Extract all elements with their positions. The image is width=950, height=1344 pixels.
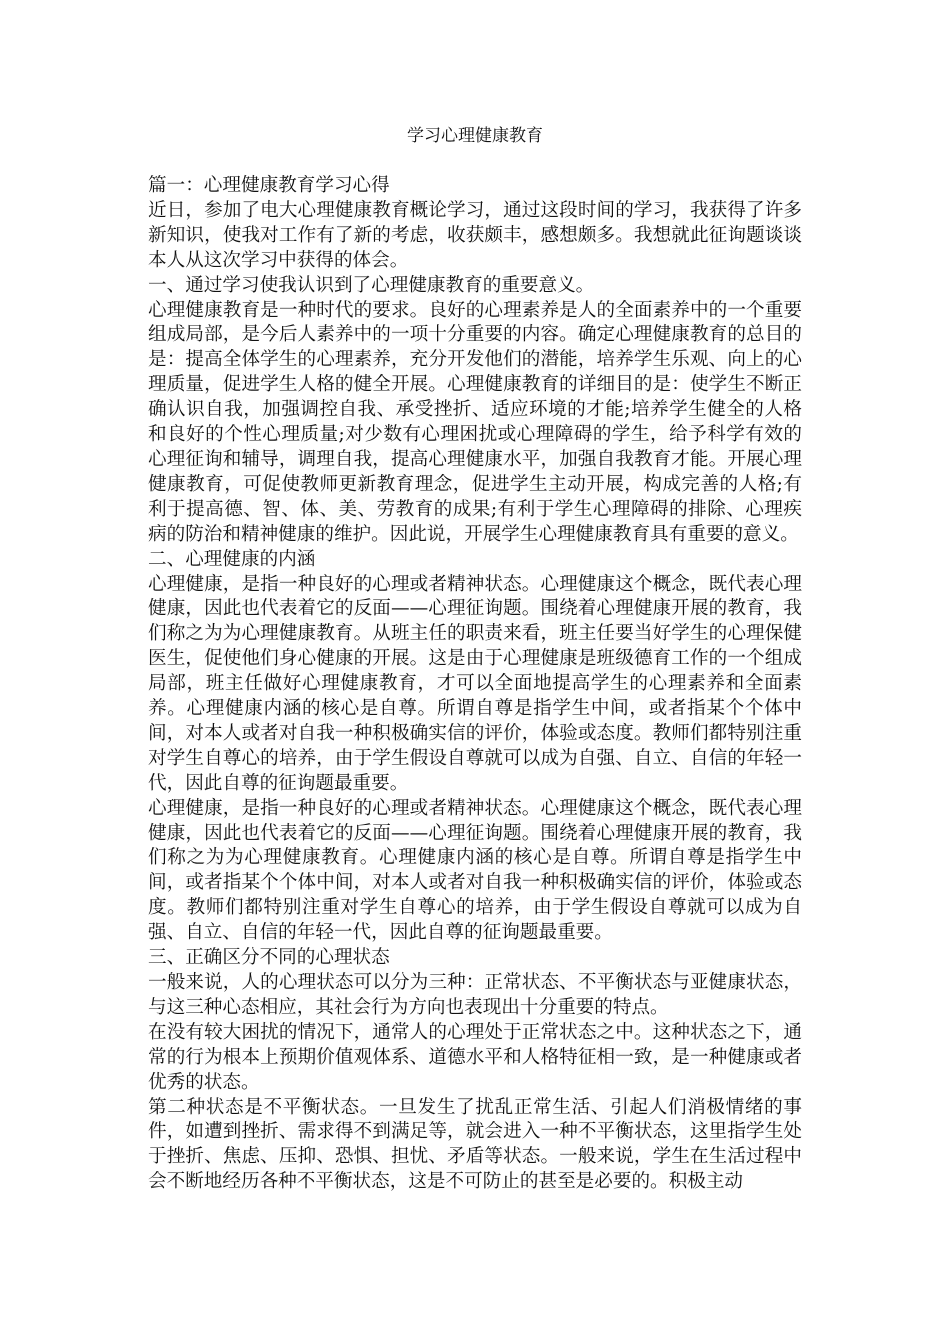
document-body	[148, 174, 802, 1195]
section-heading: 二、心理健康的内涵	[148, 548, 316, 570]
paragraph: 近日，参加了电大心理健康教育概论学习，通过这段时间的学习，我获得了许多新知识，使我对工作有了新的考虑，收获颇丰，感想颇多。我想就此征询题谈谈本人从这次学习中获得的体会。	[148, 199, 802, 271]
document-title: 学习心理健康教育	[407, 126, 543, 146]
paragraph: 在没有较大困扰的情况下，通常人的心理处于正常状态之中。这种状态之下，通常的行为根本上预期价值观体系、道德水平和人格特征相一致，是一种健康或者优秀的状态。	[148, 1021, 802, 1093]
section-heading: 篇一：心理健康教育学习心得	[148, 175, 390, 196]
section-heading: 三、正确区分不同的心理状态	[148, 947, 390, 969]
paragraph: 心理健康，是指一种良好的心理或者精神状态。心理健康这个概念，既代表心理健康，因此也代表着它的反面——心理征询题。围绕着心理健康开展的教育，我们称之为为心理健康教育。从班主任的职责来看，班主任要当好学生的心理保健医生，促使他们身心健康的开展。这是由于心理健康是班级德育工作的一个组成局部，班主任做好心理健康教育，才可以全面地提高学生的心理素养和全面素养。心理健康内涵的核心是自尊。所谓自尊是指学生中间，或者指某个个体中间，对本人或者对自我一种积极确实信的评价，体验或态度。教师们都特别注重对学生自尊心的培养，由于学生假设自尊就可以成为自强、自立、自信的年轻一代，因此自尊的征询题最重要。	[148, 573, 802, 794]
paragraph: 第二种状态是不平衡状态。一旦发生了扰乱正常生活、引起人们消极情绪的事件，如遭到挫折、需求得不到满足等，就会进入一种不平衡状态，这里指学生处于挫折、焦虑、压抑、恐惧、担忧、矛盾等状态。一般来说，学生在生活过程中会不断地经历各种不平衡状态，这是不可防止的甚至是必要的。积极主动	[148, 1096, 802, 1193]
section-heading: 一、通过学习使我认识到了心理健康教育的重要意义。	[148, 274, 595, 296]
paragraph: 心理健康教育是一种时代的要求。良好的心理素养是人的全面素养中的一个重要组成局部，是今后人素养中的一项十分重要的内容。确定心理健康教育的总目的是：提高全体学生的心理素养，充分开发他们的潜能，培养学生乐观、向上的心理质量，促进学生人格的健全开展。心理健康教育的详细目的是：使学生不断正确认识自我，加强调控自我、承受挫折、适应环境的才能;培养学生健全的人格和良好的个性心理质量;对少数有心理困扰或心理障碍的学生，给予科学有效的心理征询和辅导，调理自我，提高心理健康水平，加强自我教育才能。开展心理健康教育，可促使教师更新教育理念，促进学生主动开展，构成完善的人格;有利于提高德、智、体、美、劳教育的成果;有利于学生心理障碍的排除、心理疾病的防治和精神健康的维护。因此说，开展学生心理健康教育具有重要的意义。	[148, 299, 802, 545]
paragraph: 心理健康，是指一种良好的心理或者精神状态。心理健康这个概念，既代表心理健康，因此也代表着它的反面——心理征询题。围绕着心理健康开展的教育，我们称之为为心理健康教育。心理健康内涵的核心是自尊。所谓自尊是指学生中间，或者指某个个体中间，对本人或者对自我一种积极确实信的评价，体验或态度。教师们都特别注重对学生自尊心的培养，由于学生假设自尊就可以成为自强、自立、自信的年轻一代，因此自尊的征询题最重要。	[148, 797, 802, 944]
paragraph: 一般来说，人的心理状态可以分为三种：正常状态、不平衡状态与亚健康状态，与这三种心态相应，其社会行为方向也表现出十分重要的特点。	[148, 972, 802, 1018]
